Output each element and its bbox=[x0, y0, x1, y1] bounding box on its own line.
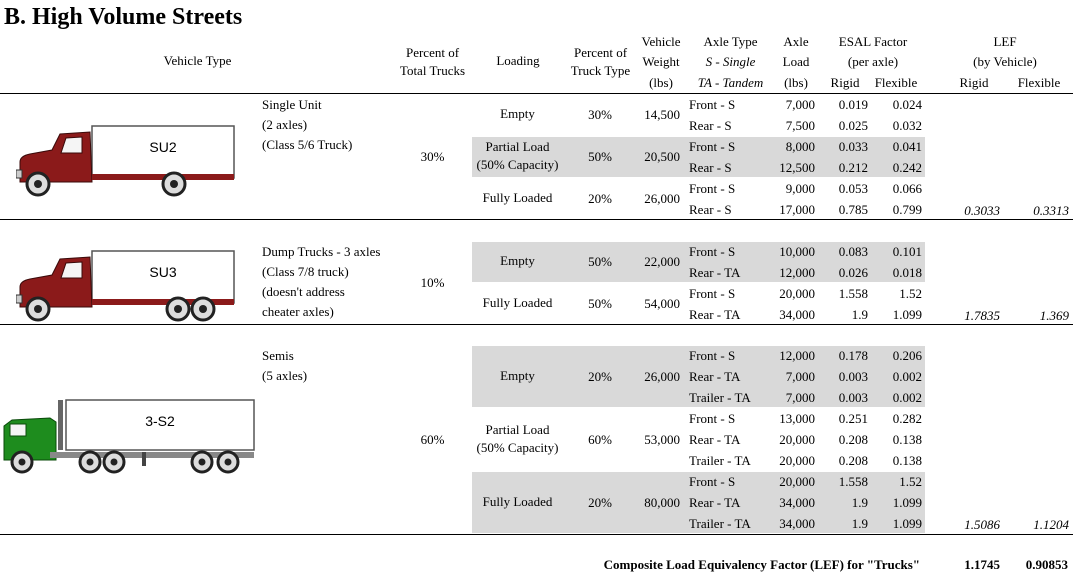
esal-rigid: 0.003 bbox=[838, 369, 868, 384]
vehicle-description-line: (Class 7/8 truck) bbox=[262, 264, 349, 279]
header-lef-2: (by Vehicle) bbox=[973, 54, 1037, 69]
axle-type: Front - S bbox=[689, 139, 736, 154]
composite-rigid: 1.1745 bbox=[964, 557, 1000, 572]
esal-rigid: 0.025 bbox=[838, 118, 868, 133]
axle-type: Front - S bbox=[689, 348, 736, 363]
esal-rigid: 0.208 bbox=[838, 453, 868, 468]
esal-rigid: 0.208 bbox=[838, 432, 868, 447]
header-esal-1: ESAL Factor bbox=[838, 34, 908, 49]
axle-load: 13,000 bbox=[779, 411, 815, 426]
axle-load: 9,000 bbox=[785, 181, 815, 196]
header-rule bbox=[0, 93, 1073, 94]
esal-flexible: 0.799 bbox=[892, 202, 922, 217]
lef-flexible: 1.1204 bbox=[1033, 517, 1069, 532]
vehicle-description-line: (2 axles) bbox=[262, 117, 308, 132]
esal-flexible: 0.138 bbox=[892, 453, 922, 468]
axle-type: Rear - S bbox=[689, 118, 732, 133]
axle-load: 34,000 bbox=[779, 516, 815, 531]
vehicle-description-line: (Class 5/6 Truck) bbox=[262, 137, 353, 152]
esal-rigid: 0.178 bbox=[838, 348, 868, 363]
header-percent-type-1: Percent of bbox=[573, 45, 628, 60]
lef-rigid: 1.5086 bbox=[964, 517, 1000, 532]
esal-rigid: 0.083 bbox=[838, 244, 868, 259]
esal-flexible: 0.018 bbox=[892, 265, 922, 280]
axle-type: Front - S bbox=[689, 474, 736, 489]
axle-type: Rear - TA bbox=[689, 265, 741, 280]
loading-label: Fully Loaded bbox=[482, 493, 553, 509]
loading-label: Partial Load bbox=[485, 421, 550, 437]
header-lef-1: LEF bbox=[993, 34, 1017, 49]
axle-load: 8,000 bbox=[785, 139, 815, 154]
header-lef-flexible: Flexible bbox=[1017, 75, 1061, 90]
esal-rigid: 1.9 bbox=[851, 307, 868, 322]
loading-label: (50% Capacity) bbox=[476, 157, 559, 172]
vehicle-weight: 22,000 bbox=[644, 254, 680, 269]
percent-of-truck-type: 20% bbox=[588, 191, 612, 206]
header-loading: Loading bbox=[496, 53, 540, 68]
axle-load: 20,000 bbox=[779, 286, 815, 301]
vehicle-weight: 20,500 bbox=[644, 149, 680, 164]
header-axle-load-3: (lbs) bbox=[784, 75, 808, 90]
percent-of-truck-type: 20% bbox=[588, 494, 612, 510]
header-vehicle-weight-2: Weight bbox=[642, 54, 680, 69]
header-axle-type-3: TA - Tandem bbox=[697, 75, 764, 90]
header-axle-type-1: Axle Type bbox=[703, 34, 758, 49]
esal-flexible: 1.099 bbox=[892, 307, 922, 322]
axle-load: 20,000 bbox=[779, 432, 815, 447]
truck-su2-icon bbox=[16, 120, 241, 200]
esal-flexible: 0.282 bbox=[892, 411, 922, 426]
percent-of-truck-type: 60% bbox=[588, 431, 612, 447]
group-rule-1 bbox=[0, 219, 1073, 220]
percent-of-truck-type: 50% bbox=[588, 254, 612, 269]
vehicle-description-line: Single Unit bbox=[262, 97, 322, 112]
esal-rigid: 0.019 bbox=[838, 97, 868, 112]
percent-of-truck-type: 50% bbox=[588, 149, 612, 164]
vehicle-weight: 80,000 bbox=[644, 494, 680, 510]
axle-type: Rear - TA bbox=[689, 307, 741, 322]
axle-type: Rear - TA bbox=[689, 432, 741, 447]
loading-label: Empty bbox=[500, 367, 535, 383]
lef-rigid: 0.3033 bbox=[964, 203, 1000, 218]
esal-flexible: 0.024 bbox=[892, 97, 922, 112]
vehicle-description-line: Semis bbox=[262, 348, 294, 363]
esal-flexible: 0.032 bbox=[892, 118, 922, 133]
percent-total-trucks: 10% bbox=[420, 275, 445, 290]
header-esal-flexible: Flexible bbox=[874, 75, 918, 90]
svg-text:SU2: SU2 bbox=[149, 139, 177, 155]
header-vehicle-type: Vehicle Type bbox=[163, 53, 232, 68]
esal-flexible: 0.002 bbox=[892, 369, 922, 384]
axle-load: 34,000 bbox=[779, 495, 815, 510]
axle-type: Front - S bbox=[689, 411, 736, 426]
vehicle-description-line: Dump Trucks - 3 axles bbox=[262, 244, 381, 259]
axle-type: Rear - TA bbox=[689, 369, 741, 384]
axle-load: 12,000 bbox=[779, 348, 815, 363]
esal-rigid: 0.033 bbox=[838, 139, 868, 154]
axle-type: Front - S bbox=[689, 97, 736, 112]
percent-total-trucks: 60% bbox=[420, 431, 445, 447]
axle-type: Rear - S bbox=[689, 202, 732, 217]
lef-flexible: 0.3313 bbox=[1033, 203, 1069, 218]
composite-label: Composite Load Equivalency Factor (LEF) for "Trucks" bbox=[603, 557, 920, 572]
esal-flexible: 0.041 bbox=[892, 139, 922, 154]
axle-type: Front - S bbox=[689, 286, 736, 301]
header-percent-total-1: Percent of bbox=[405, 45, 460, 60]
vehicle-weight: 53,000 bbox=[644, 431, 680, 447]
esal-rigid: 0.785 bbox=[838, 202, 868, 217]
vehicle-description-line: (doesn't address bbox=[262, 284, 345, 299]
esal-flexible: 1.099 bbox=[892, 495, 922, 510]
percent-of-truck-type: 50% bbox=[588, 296, 612, 311]
axle-load: 20,000 bbox=[779, 453, 815, 468]
vehicle-weight: 54,000 bbox=[644, 296, 680, 311]
loading-label: Empty bbox=[500, 106, 535, 121]
axle-type: Trailer - TA bbox=[689, 453, 751, 468]
lef-flexible: 1.369 bbox=[1039, 308, 1069, 323]
header-esal-rigid: Rigid bbox=[830, 75, 860, 90]
percent-of-truck-type: 20% bbox=[588, 368, 612, 384]
esal-rigid: 0.026 bbox=[838, 265, 868, 280]
esal-rigid: 0.212 bbox=[838, 160, 868, 175]
esal-flexible: 0.066 bbox=[892, 181, 922, 196]
esal-flexible: 1.52 bbox=[899, 474, 922, 489]
esal-flexible: 0.101 bbox=[892, 244, 922, 259]
axle-type: Front - S bbox=[689, 244, 736, 259]
vehicle-description-line: cheater axles) bbox=[262, 304, 334, 319]
esal-rigid: 1.9 bbox=[851, 516, 868, 531]
section-title: B. High Volume Streets bbox=[4, 4, 243, 30]
loading-label: Empty bbox=[500, 253, 535, 268]
esal-rigid: 1.558 bbox=[838, 474, 868, 489]
header-vehicle-weight-3: (lbs) bbox=[649, 75, 673, 90]
axle-load: 17,000 bbox=[779, 202, 815, 217]
esal-rigid: 1.9 bbox=[851, 495, 868, 510]
loading-label: Fully Loaded bbox=[482, 190, 553, 205]
esal-rigid: 0.053 bbox=[838, 181, 868, 196]
truck-su3-icon bbox=[16, 247, 241, 325]
header-vehicle-weight-1: Vehicle bbox=[641, 34, 681, 49]
axle-load: 12,500 bbox=[779, 160, 815, 175]
header-axle-type-2: S - Single bbox=[705, 54, 756, 69]
truck-3s2-icon bbox=[2, 396, 258, 476]
svg-text:3-S2: 3-S2 bbox=[145, 413, 175, 429]
axle-load: 12,000 bbox=[779, 265, 815, 280]
loading-label: Fully Loaded bbox=[482, 295, 553, 310]
esal-flexible: 0.242 bbox=[892, 160, 922, 175]
vehicle-weight: 14,500 bbox=[644, 107, 680, 122]
esal-flexible: 1.52 bbox=[899, 286, 922, 301]
esal-rigid: 1.558 bbox=[838, 286, 868, 301]
axle-load: 7,000 bbox=[785, 97, 815, 112]
percent-of-truck-type: 30% bbox=[588, 107, 612, 122]
esal-flexible: 0.138 bbox=[892, 432, 922, 447]
esal-flexible: 1.099 bbox=[892, 516, 922, 531]
esal-rigid: 0.251 bbox=[838, 411, 868, 426]
lef-rigid: 1.7835 bbox=[964, 308, 1000, 323]
header-percent-type-2: Truck Type bbox=[570, 63, 631, 78]
axle-type: Trailer - TA bbox=[689, 390, 751, 405]
axle-load: 7,000 bbox=[785, 369, 815, 384]
loading-label: (50% Capacity) bbox=[476, 439, 559, 455]
loading-label: Partial Load bbox=[485, 139, 550, 154]
axle-type: Rear - S bbox=[689, 160, 732, 175]
esal-rigid: 0.003 bbox=[838, 390, 868, 405]
vehicle-weight: 26,000 bbox=[644, 368, 680, 384]
axle-load: 7,500 bbox=[785, 118, 815, 133]
esal-flexible: 0.206 bbox=[892, 348, 922, 363]
composite-flexible: 0.90853 bbox=[1025, 557, 1068, 572]
vehicle-description-line: (5 axles) bbox=[262, 368, 308, 383]
header-percent-total-2: Total Trucks bbox=[399, 63, 466, 78]
axle-type: Trailer - TA bbox=[689, 516, 751, 531]
svg-text:SU3: SU3 bbox=[149, 264, 177, 280]
axle-type: Rear - TA bbox=[689, 495, 741, 510]
percent-total-trucks: 30% bbox=[420, 149, 445, 164]
group-rule-3 bbox=[0, 534, 1073, 535]
header-axle-load-2: Load bbox=[782, 54, 810, 69]
axle-load: 20,000 bbox=[779, 474, 815, 489]
header-lef-rigid: Rigid bbox=[959, 75, 989, 90]
axle-load: 10,000 bbox=[779, 244, 815, 259]
axle-type: Front - S bbox=[689, 181, 736, 196]
header-axle-load-1: Axle bbox=[783, 34, 809, 49]
axle-load: 7,000 bbox=[785, 390, 815, 405]
axle-load: 34,000 bbox=[779, 307, 815, 322]
esal-flexible: 0.002 bbox=[892, 390, 922, 405]
vehicle-weight: 26,000 bbox=[644, 191, 680, 206]
header-esal-2: (per axle) bbox=[847, 54, 899, 69]
